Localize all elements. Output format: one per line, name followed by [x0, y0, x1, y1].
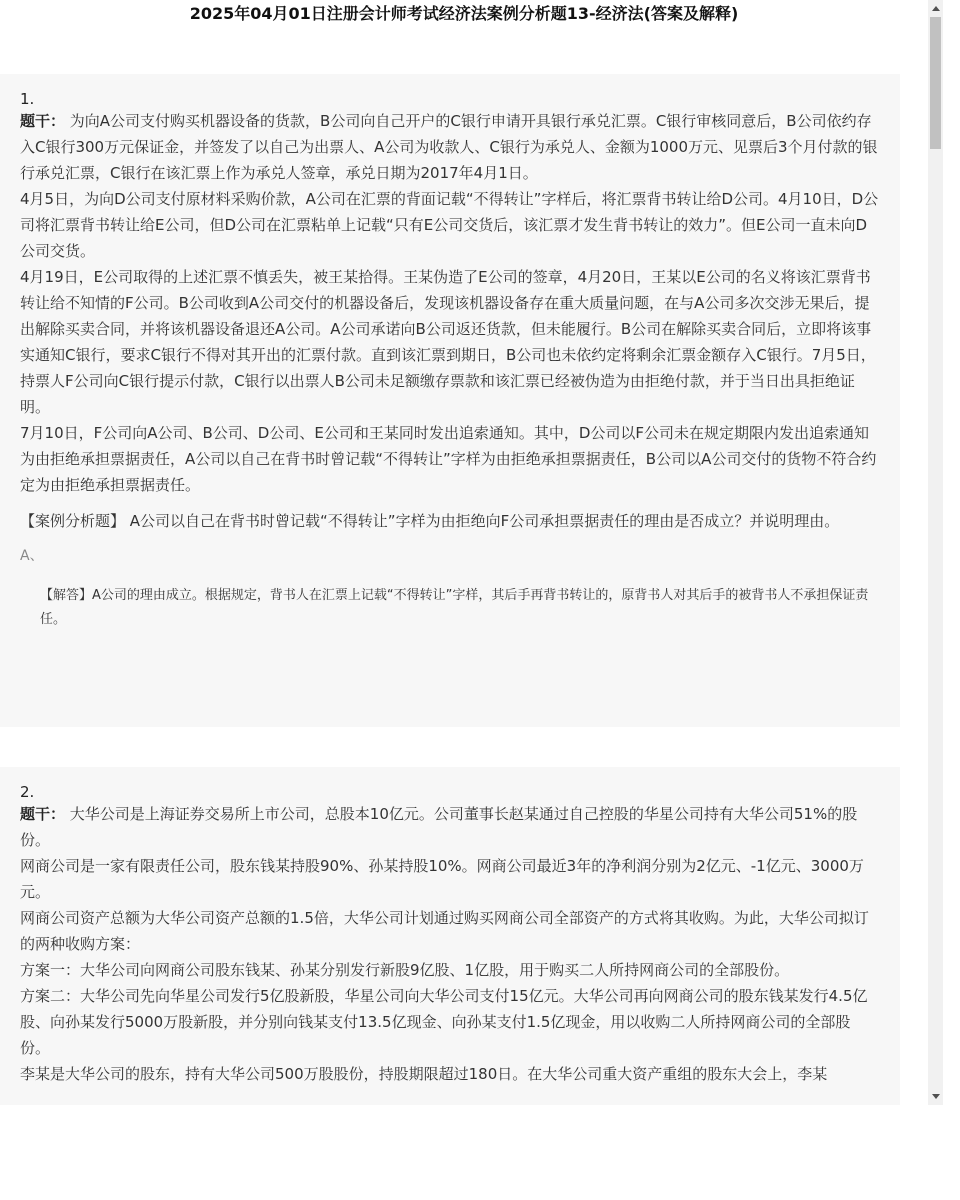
- stem-paragraph: 网商公司是一家有限责任公司，股东钱某持股90%、孙某持股10%。网商公司最近3年的净利润分别为2亿元、-1亿元、3000万元。: [20, 857, 864, 901]
- stem-label: 题干：: [20, 805, 66, 823]
- stem-paragraph: [20, 801, 880, 853]
- stem-paragraph: 4月19日，E公司取得的上述汇票不慎丢失，被王某拾得。王某伪造了E公司的签章，4月20日，王某以E公司的名义将该汇票背书转让给不知情的F公司。B公司收到A公司交付的机器设备后，发现该机器设备存在重大质量问题，在与A公司多次交涉无果后，提出解除买卖合同，并将该机器设备退还A公司。A公司承诺向B公司返还货款，但未能履行。B公司在解除买卖合同后，立即将该事实通知C银行，要求C银行不得对其开出的汇票付款。直到该汇票到期日，B公司也未依约定将剩余汇票金额存入C银行。7月5日，持票人F公司向C银行提示付款，C银行以出票人B公司未足额缴存票款和该汇票已经被伪造为由拒绝付款，并于当日出具拒绝证明。: [20, 268, 876, 416]
- stem-paragraph: 方案一：大华公司向网商公司股东钱某、孙某分别发行新股9亿股、1亿股，用于购买二人所持网商公司的全部股份。: [20, 961, 790, 979]
- stem-paragraph: 7月10日，F公司向A公司、B公司、D公司、E公司和王某同时发出追索通知。其中，D公司以F公司未在规定期限内发出追索通知为由拒绝承担票据责任，A公司以自己在背书时曾记载“不得转让”字样为由拒绝承担票据责任，B公司以A公司交付的货物不符合约定为由拒绝承担票据责任。: [20, 424, 877, 494]
- question-number: 1.: [20, 90, 35, 108]
- stem-text: 大华公司是上海证券交易所上市公司，总股本10亿元。公司董事长赵某通过自己控股的华星公司持有大华公司51%的股份。: [20, 805, 858, 849]
- vertical-scrollbar[interactable]: [928, 0, 943, 1105]
- stem-paragraph: 李某是大华公司的股东，持有大华公司500万股股份，持股期限超过180日。在大华公司重大资产重组的股东大会上，李某: [20, 1065, 828, 1083]
- stem-paragraph: [20, 108, 880, 186]
- stem-paragraph: 方案二：大华公司先向华星公司发行5亿股新股，华星公司向大华公司支付15亿元。大华公司再向网商公司的股东钱某发行4.5亿股、向孙某发行5000万股新股，并分别向钱某支付13.5亿现金、向孙某支付1.5亿现金，用以收购二人所持网商公司的全部股份。: [20, 987, 868, 1057]
- option-label: A、: [20, 548, 44, 564]
- question-card: [0, 767, 900, 1105]
- scroll-down-arrow-icon[interactable]: [928, 1088, 943, 1105]
- question-card: [0, 74, 900, 727]
- stem-text: 为向A公司支付购买机器设备的货款，B公司向自己开户的C银行申请开具银行承兑汇票。C银行审核同意后，B公司依约存入C银行300万元保证金，并签发了以自己为出票人、A公司为收款人、C银行为承兑人、金额为1000万元、见票后3个月付款的银行承兑汇票，C银行在该汇票上作为承兑人签章，承兑日期为2017年4月1日。: [20, 112, 878, 182]
- answer-text: 【解答】A公司的理由成立。根据规定，背书人在汇票上记载“不得转让”字样，其后手再背书转让的，原背书人对其后手的被背书人不承担保证责任。: [40, 588, 869, 627]
- question-number: 2.: [20, 783, 35, 801]
- scroll-thumb[interactable]: [930, 17, 941, 149]
- stem-paragraph: 网商公司资产总额为大华公司资产总额的1.5倍，大华公司计划通过购买网商公司全部资产的方式将其收购。为此，大华公司拟订的两种收购方案：: [20, 909, 869, 953]
- page-title: 2025年04月01日注册会计师考试经济法案例分析题13-经济法(答案及解释): [189, 4, 739, 23]
- scroll-up-arrow-icon[interactable]: [928, 0, 943, 17]
- stem-paragraph: 4月5日，为向D公司支付原材料采购价款，A公司在汇票的背面记载“不得转让”字样后，将汇票背书转让给D公司。4月10日，D公司将汇票背书转让给E公司，但D公司在汇票粘单上记载“只有E公司交货后，该汇票才发生背书转让的效力”。但E公司一直未向D公司交货。: [20, 190, 879, 260]
- analysis-question: 【案例分析题】 A公司以自己在背书时曾记载“不得转让”字样为由拒绝向F公司承担票据责任的理由是否成立？并说明理由。: [20, 512, 840, 530]
- stem-label: 题干：: [20, 112, 66, 130]
